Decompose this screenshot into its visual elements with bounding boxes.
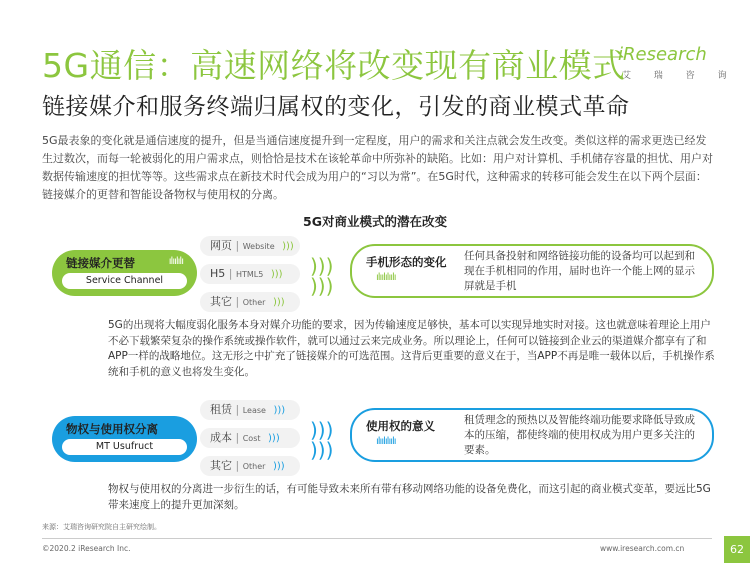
option-en: Website <box>242 242 275 251</box>
option-cn: H5 <box>210 267 226 280</box>
option-en: Lease <box>242 406 266 415</box>
signal-icon: ))) <box>270 269 283 280</box>
option-en: HTML5 <box>236 270 264 279</box>
logo-subtext: 艾 瑞 咨 询 <box>622 71 737 81</box>
block2-description: 物权与使用权的分离进一步衍生的话，有可能导致未来所有带有移动网络功能的设备免费化，而这引起的商业模式变革，要远比5G带来速度上的提升更加深刻。 <box>108 483 711 511</box>
section-title: 5G对商业模式的潜在改变 <box>303 214 447 229</box>
option-website: 网页 | Website ))) <box>200 236 300 256</box>
option-cn: 租赁 <box>210 403 232 416</box>
signal-icon: ))) <box>273 405 286 416</box>
website-link[interactable]: www.iresearch.com.cn <box>600 544 685 553</box>
soundwave-icon: ılıılılı <box>168 256 183 267</box>
source-note: 来源：艾瑞咨询研究院自主研究绘制。 <box>42 523 161 531</box>
option-en: Cost <box>242 434 261 443</box>
page-subtitle: 链接媒介和服务终端归属权的变化，引发的商业模式革命 <box>42 94 630 120</box>
soundwave-icon: ılıılılıılı <box>376 436 396 447</box>
usufruct-pill <box>52 416 197 462</box>
pill-sublabel: Service Channel <box>62 273 187 289</box>
option-html5: H5 | HTML5 ))) <box>200 264 300 284</box>
option-other-2: 其它 | Other ))) <box>200 456 300 476</box>
pill-sublabel: MT Usufruct <box>62 439 187 455</box>
option-cost: 成本 | Cost ))) <box>200 428 300 448</box>
box-title: 手机形态的变化 <box>366 255 447 269</box>
box-text: 租赁理念的预热以及智能终端功能要求降低导致成本的压缩，都使终端的使用权成为用户更多关注的要素。 <box>464 414 695 456</box>
service-channel-pill <box>52 250 197 296</box>
soundwave-icon: ılıılılıılı <box>376 272 396 283</box>
intro-paragraph: 5G最表象的变化就是通信速度的提升，但是当通信速度提升到一定程度，用户的需求和关注点就会发生改变。类似这样的需求更迭已经发生过数次，而每一轮被弱化的用户需求点，则恰恰是技术在该轮革命中所弥补的缺陷。比如：用户对计算机、手机储存容量的担忧、用户对数据传输速度的担忧等等。这些需求点在新技术时代会成为用户的“习以为常”。在5G时代，这种需求的转移可能会发生在以下两个层面：链接媒介的更替和智能设备物权与使用权的分离。 <box>42 134 713 201</box>
box-title: 使用权的意义 <box>366 419 435 433</box>
block1-description: 5G的出现将大幅度弱化服务本身对媒介功能的要求，因为传输速度足够快，基本可以实现异地实时对接。这也就意味着理论上用户不必下载繁荣复杂的操作系统或操作软件，就可以通过云来完成业务。所以理论上，任何可以链接到企业云的渠道媒介都享有了和APP一样的战略地位。这无形之中扩充了链接媒介的可选范围。这背后更重要的意义在于，当APP不再是唯一载体以后，手机操作系统和手机的意义也将发生变化。 <box>108 319 715 378</box>
option-en: Other <box>242 462 266 471</box>
signal-icon: ))) <box>268 433 280 444</box>
option-cn: 其它 <box>210 295 232 308</box>
signal-icon: ))) <box>282 241 294 252</box>
option-en: Other <box>242 298 266 307</box>
pill-label: 链接媒介更替 <box>66 256 135 270</box>
usage-right-box <box>350 408 714 462</box>
option-lease: 租赁 | Lease ))) <box>200 400 300 420</box>
iresearch-logo <box>618 44 737 82</box>
page-number: 62 <box>724 536 750 563</box>
footer-divider <box>42 538 712 539</box>
option-cn: 网页 <box>210 239 232 252</box>
signal-icon: ))) <box>272 297 285 308</box>
box-text: 任何具备投射和网络链接功能的设备均可以起到和现在手机相同的作用，届时也许一个能上网的显示屏就是手机 <box>464 250 695 292</box>
wave-connector-icon: ))) ))) <box>310 418 334 462</box>
phone-form-box <box>350 244 714 298</box>
wave-connector-icon: ))) ))) <box>310 254 334 298</box>
signal-icon: ))) <box>272 461 285 472</box>
option-cn: 其它 <box>210 459 232 472</box>
pill-label: 物权与使用权分离 <box>66 422 158 436</box>
logo-wordmark: iResearch <box>618 44 707 65</box>
option-other: 其它 | Other ))) <box>200 292 300 312</box>
page-title: 5G通信：高速网络将改变现有商业模式 <box>42 46 626 85</box>
option-cn: 成本 <box>210 431 232 444</box>
copyright: ©2020.2 iResearch Inc. <box>42 544 131 553</box>
